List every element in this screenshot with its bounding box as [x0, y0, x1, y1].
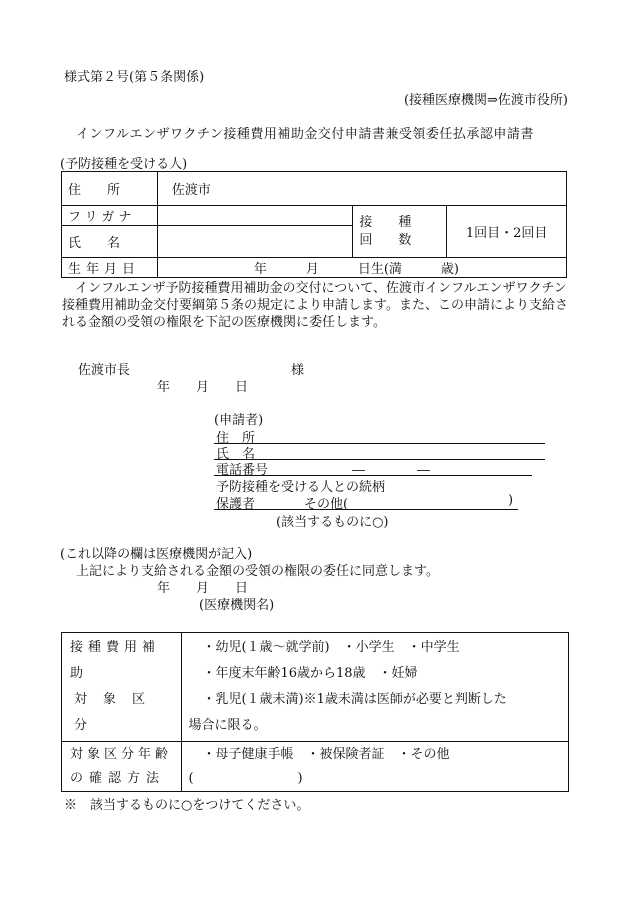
- verification-methods[interactable]: [182, 742, 569, 792]
- birth-label: 生年月日: [62, 258, 158, 278]
- body-paragraph: インフルエンザ予防接種費用補助金の交付について、佐渡市インフルエンザワクチン接種費用補助金交付要綱第５条の規定により申請します。また、この申請により支給される金額の受領の権限を下記の医療機関に委任します。: [62, 281, 568, 330]
- medical-name-label: (医療機関名): [199, 598, 275, 613]
- category-option-3-cont: 場合に限る。: [188, 718, 267, 733]
- category-option-1[interactable]: ・幼児(１歳～就学前) ・小学生 ・中学生: [202, 640, 460, 655]
- category-table: [61, 632, 569, 792]
- other-close: ): [508, 493, 514, 508]
- footnote: ※ 該当するものに○をつけてください。: [64, 798, 310, 813]
- addressee: 佐渡市長: [78, 363, 131, 378]
- count-value[interactable]: 1回目・2回目: [447, 206, 567, 258]
- applicant-heading: (申請者): [214, 413, 264, 428]
- sama: 様: [291, 363, 305, 378]
- address-label: 住 所: [62, 172, 158, 206]
- page-title: インフルエンザワクチン接種費用補助金交付申請書兼受領委任払承認申請書: [76, 127, 534, 142]
- category-option-3[interactable]: ・乳児(１歳未満)※1歳未満は医師が必要と判断した: [202, 692, 507, 707]
- furigana-label: フリガナ: [62, 206, 158, 226]
- name-value[interactable]: [157, 226, 352, 258]
- application-date[interactable]: 年 月 日: [157, 380, 249, 395]
- category-options[interactable]: [182, 633, 569, 742]
- verification-label: 対象区分年齢 の確認方法: [62, 742, 182, 792]
- applicant-address-label: 住 所: [216, 431, 256, 446]
- verification-options[interactable]: ・母子健康手帳 ・被保険者証 ・その他: [202, 746, 450, 762]
- applicant-relation-note: (該当するものに○): [276, 515, 389, 530]
- verification-other[interactable]: ( ): [188, 770, 303, 786]
- count-label: 接 種 回 数: [353, 206, 447, 258]
- consent-text: 上記により支給される金額の受領の権限の委任に同意します。: [76, 564, 439, 579]
- guardian-option[interactable]: 保護者: [216, 497, 256, 512]
- recipient-table: [61, 171, 567, 278]
- applicant-address-line[interactable]: [214, 443, 545, 444]
- applicant-phone-dashes: ― ―: [352, 463, 431, 478]
- name-label: 氏 名: [62, 226, 158, 258]
- recipient-heading: (予防接種を受ける人): [60, 157, 188, 172]
- applicant-relation-label: 予防接種を受ける人との続柄: [216, 480, 386, 495]
- medical-date[interactable]: 年 月 日: [157, 581, 249, 596]
- other-option[interactable]: その他(: [304, 497, 349, 512]
- category-label: 接種費用補助 対象区分: [62, 633, 182, 742]
- relation-line: [214, 509, 518, 510]
- routing-note: (接種医療機関⇒佐渡市役所): [403, 93, 568, 108]
- address-value[interactable]: 佐渡市: [157, 172, 566, 206]
- applicant-name-label: 氏 名: [216, 447, 256, 462]
- applicant-phone-label: 電話番号: [216, 463, 269, 478]
- birth-value[interactable]: 年 月 日生(満 歳): [157, 258, 566, 278]
- medical-heading: (これ以降の欄は医療機関が記入): [60, 547, 253, 562]
- furigana-value[interactable]: [157, 206, 352, 226]
- category-option-2[interactable]: ・年度末年齢16歳から18歳 ・妊婦: [202, 666, 418, 681]
- form-number: 様式第２号(第５条関係): [64, 70, 205, 85]
